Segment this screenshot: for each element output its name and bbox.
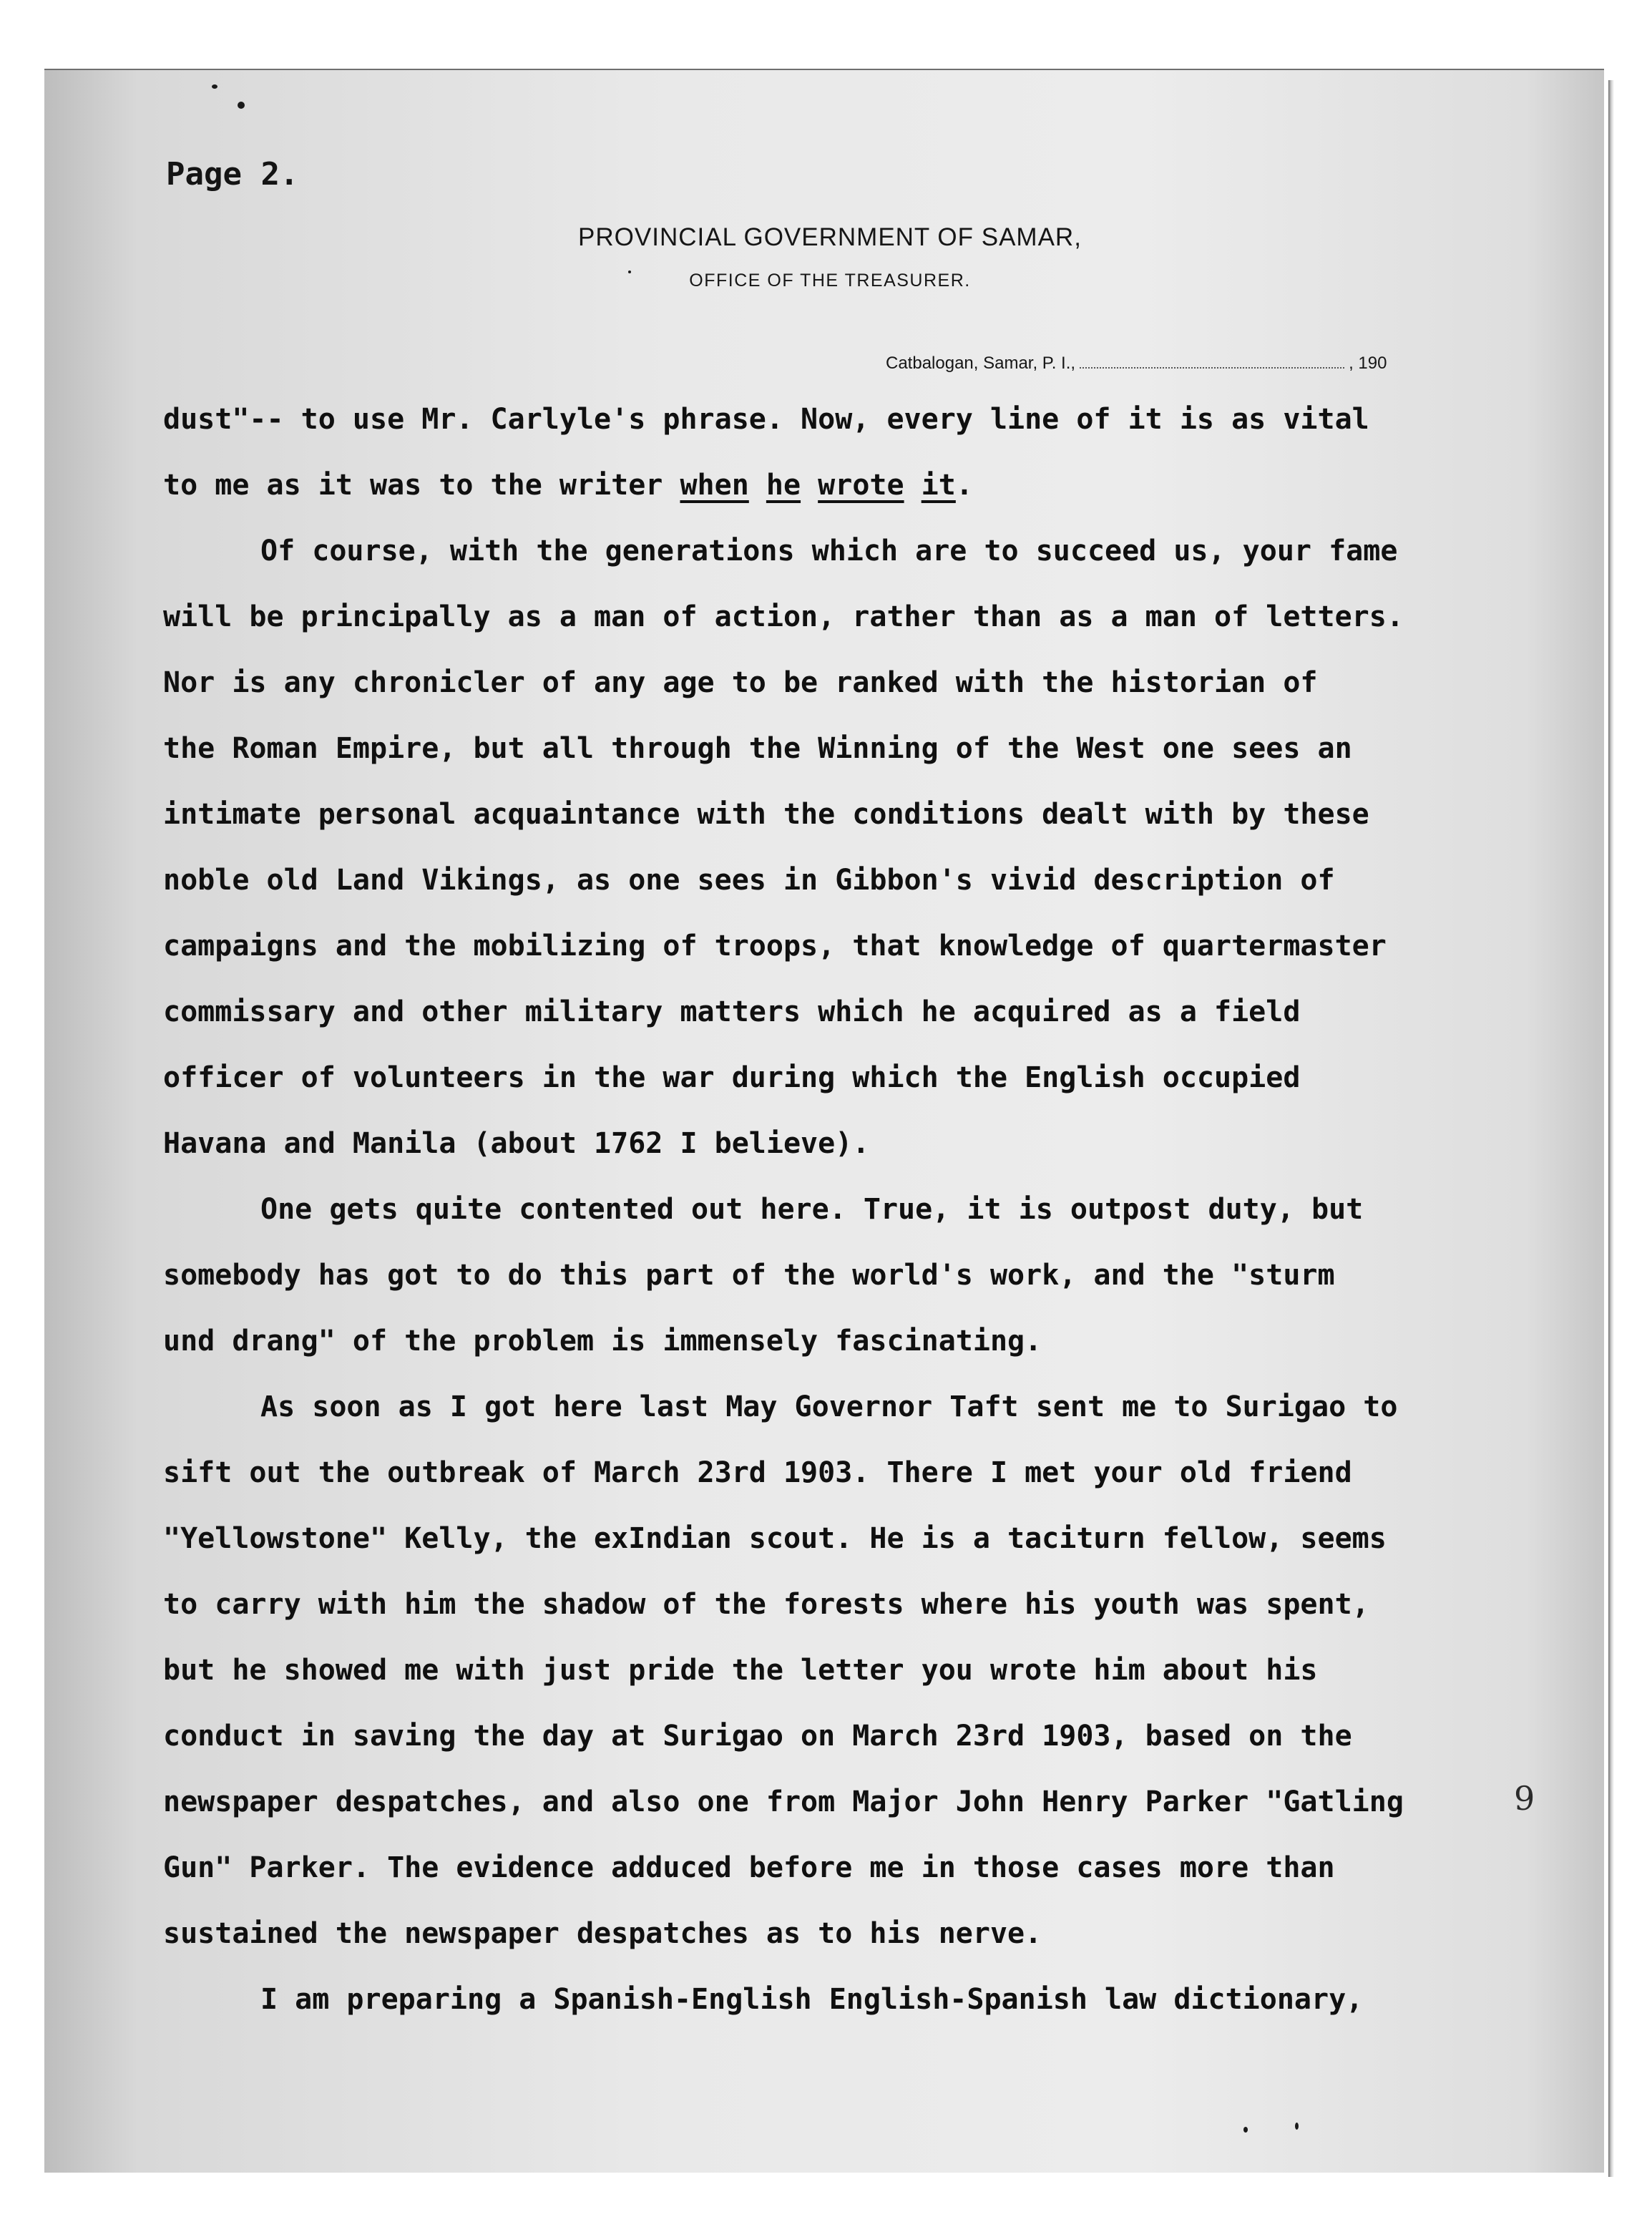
letter-body [163, 386, 1537, 2032]
underlined-word: it [921, 469, 956, 502]
body-line: will be principally as a man of action, rather than as a man of letters. [163, 600, 1404, 633]
body-line: the Roman Empire, but all through the Winning of the West one sees an [163, 732, 1352, 765]
ink-speck [1243, 2127, 1248, 2133]
body-line-text: to me as it was to the writer [163, 469, 680, 502]
body-line: und drang" of the problem is immensely fascinating. [163, 1325, 1042, 1358]
dateline [886, 354, 1387, 374]
body-line: commissary and other military matters which he acquired as a field [163, 995, 1301, 1028]
body-line: sustained the newspaper despatches as to his nerve. [163, 1917, 1042, 1950]
body-line: but he showed me with just pride the letter you wrote him about his [163, 1654, 1318, 1687]
paragraph-start: One gets quite contented out here. True, it is outpost duty, but [260, 1193, 1364, 1226]
margin-mark: 9 [1514, 1779, 1535, 1818]
underlined-word: when [680, 469, 749, 502]
body-line: noble old Land Vikings, as one sees in Gibbon's vivid description of [163, 864, 1335, 897]
paragraph-start: I am preparing a Spanish-English English-Spanish law dictionary, [260, 1983, 1364, 2016]
paragraph-start: As soon as I got here last May Governor Taft sent me to Surigao to [260, 1390, 1398, 1423]
body-line: somebody has got to do this part of the world's work, and the "sturm [163, 1259, 1335, 1292]
underlined-word: wrote [818, 469, 904, 502]
ink-speck [238, 102, 245, 109]
dateline-year: , 190 [1349, 354, 1387, 373]
body-line: officer of volunteers in the war during which the English occupied [163, 1061, 1301, 1094]
underlined-word: he [766, 469, 801, 502]
date-blank [1080, 367, 1344, 369]
body-line: campaigns and the mobilizing of troops, that knowledge of quartermaster [163, 930, 1387, 963]
body-line: Nor is any chronicler of any age to be ranked with the historian of [163, 666, 1318, 699]
page-number-label: Page 2. [166, 156, 299, 193]
paragraph-start: Of course, with the generations which are to succeed us, your fame [260, 535, 1398, 567]
body-line: Gun" Parker. The evidence adduced before me in those cases more than [163, 1851, 1335, 1884]
body-line-text: . [955, 469, 973, 502]
body-line: conduct in saving the day at Surigao on March 23rd 1903, based on the [163, 1720, 1352, 1753]
ink-speck [1295, 2123, 1299, 2130]
body-line: newspaper despatches, and also one from Major John Henry Parker "Gatling [163, 1785, 1404, 1818]
body-line: intimate personal acquaintance with the conditions dealt with by these [163, 798, 1369, 831]
ink-speck [212, 84, 218, 89]
body-line: sift out the outbreak of March 23rd 1903. There I met your old friend [163, 1456, 1352, 1489]
page-edge [1608, 80, 1614, 2177]
dateline-place: Catbalogan, Samar, P. I., [886, 354, 1076, 373]
body-line: to carry with him the shadow of the forests where his youth was spent, [163, 1588, 1369, 1621]
body-line: Havana and Manila (about 1762 I believe). [163, 1127, 870, 1160]
body-line: "Yellowstone" Kelly, the exIndian scout. He is a taciturn fellow, seems [163, 1522, 1387, 1555]
body-line: dust"-- to use Mr. Carlyle's phrase. Now, every line of it is as vital [163, 403, 1369, 436]
letterhead-subtitle: OFFICE OF THE TREASURER. [689, 271, 971, 291]
body-line [163, 452, 1537, 518]
letterhead-title: PROVINCIAL GOVERNMENT OF SAMAR, [578, 223, 1082, 251]
